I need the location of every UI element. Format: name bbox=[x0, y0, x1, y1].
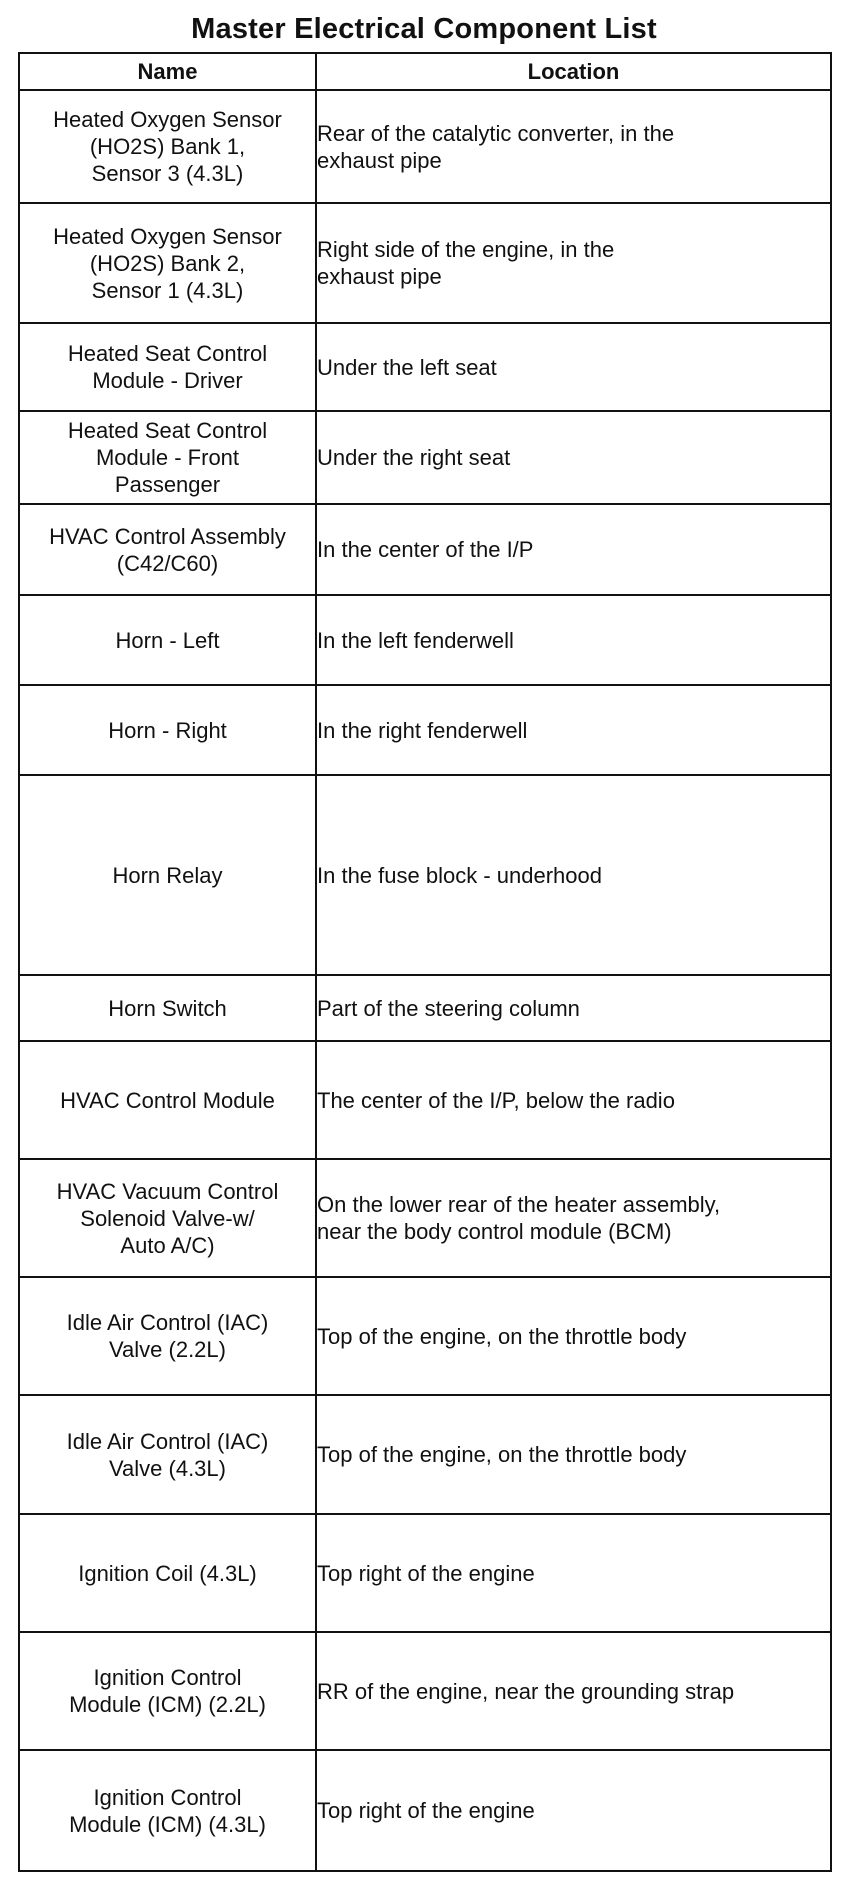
table-row bbox=[19, 1750, 831, 1871]
table-row bbox=[19, 90, 831, 203]
component-location: RR of the engine, near the grounding strap bbox=[316, 1632, 831, 1750]
component-name: Heated Seat Control Module - Driver bbox=[19, 323, 316, 411]
component-name: Ignition Control Module (ICM) (4.3L) bbox=[19, 1750, 316, 1871]
component-location: Under the right seat bbox=[316, 411, 831, 504]
component-name: Horn Relay bbox=[19, 775, 316, 975]
table-row bbox=[19, 1159, 831, 1277]
component-location: In the left fenderwell bbox=[316, 595, 831, 685]
table-row bbox=[19, 323, 831, 411]
column-header-name: Name bbox=[19, 53, 316, 90]
component-location: Top of the engine, on the throttle body bbox=[316, 1277, 831, 1395]
component-name: HVAC Vacuum Control Solenoid Valve-w/ Auto A/C) bbox=[19, 1159, 316, 1277]
table-row bbox=[19, 685, 831, 775]
component-name: Idle Air Control (IAC) Valve (2.2L) bbox=[19, 1277, 316, 1395]
table-row bbox=[19, 411, 831, 504]
component-name: Heated Oxygen Sensor (HO2S) Bank 2, Sensor 1 (4.3L) bbox=[19, 203, 316, 323]
component-location: Part of the steering column bbox=[316, 975, 831, 1041]
table-row bbox=[19, 1632, 831, 1750]
component-name: Heated Oxygen Sensor (HO2S) Bank 1, Sensor 3 (4.3L) bbox=[19, 90, 316, 203]
table-row bbox=[19, 1395, 831, 1514]
table-header-row bbox=[19, 53, 831, 90]
component-location: On the lower rear of the heater assembly, near the body control module (BCM) bbox=[316, 1159, 831, 1277]
page-title: Master Electrical Component List bbox=[191, 13, 657, 45]
component-location: Under the left seat bbox=[316, 323, 831, 411]
component-location: In the fuse block - underhood bbox=[316, 775, 831, 975]
component-location: In the right fenderwell bbox=[316, 685, 831, 775]
component-location: In the center of the I/P bbox=[316, 504, 831, 595]
component-location: Rear of the catalytic converter, in the exhaust pipe bbox=[316, 90, 831, 203]
column-header-location: Location bbox=[316, 53, 831, 90]
table-row bbox=[19, 595, 831, 685]
component-name: HVAC Control Assembly (C42/C60) bbox=[19, 504, 316, 595]
table-row bbox=[19, 203, 831, 323]
component-location: Right side of the engine, in the exhaust pipe bbox=[316, 203, 831, 323]
table-row bbox=[19, 1277, 831, 1395]
component-location: Top right of the engine bbox=[316, 1750, 831, 1871]
component-table bbox=[18, 52, 832, 1872]
table-row bbox=[19, 775, 831, 975]
component-name: Horn - Left bbox=[19, 595, 316, 685]
component-location: Top of the engine, on the throttle body bbox=[316, 1395, 831, 1514]
component-name: Horn - Right bbox=[19, 685, 316, 775]
component-location: Top right of the engine bbox=[316, 1514, 831, 1632]
component-location: The center of the I/P, below the radio bbox=[316, 1041, 831, 1159]
table-row bbox=[19, 504, 831, 595]
component-name: Heated Seat Control Module - Front Passenger bbox=[19, 411, 316, 504]
component-name: Idle Air Control (IAC) Valve (4.3L) bbox=[19, 1395, 316, 1514]
component-name: HVAC Control Module bbox=[19, 1041, 316, 1159]
table-row bbox=[19, 1041, 831, 1159]
component-name: Horn Switch bbox=[19, 975, 316, 1041]
component-name: Ignition Control Module (ICM) (2.2L) bbox=[19, 1632, 316, 1750]
component-name: Ignition Coil (4.3L) bbox=[19, 1514, 316, 1632]
table-row bbox=[19, 975, 831, 1041]
table-row bbox=[19, 1514, 831, 1632]
